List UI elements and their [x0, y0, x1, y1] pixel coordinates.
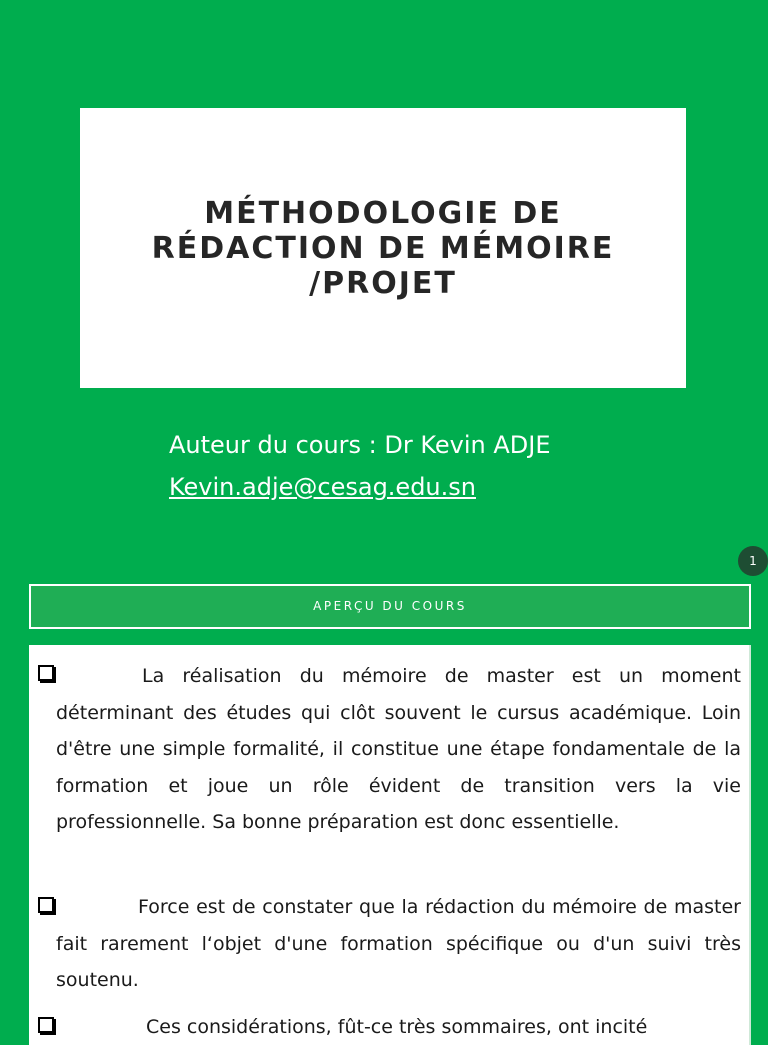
page-number-badge: 1 — [738, 546, 768, 576]
paragraph-3: Ces considérations, fût-ce très sommaires, ont incité — [146, 1016, 648, 1038]
author-line: Auteur du cours : Dr Kevin ADJE — [169, 431, 551, 459]
title-card — [80, 108, 686, 388]
section-header: APERÇU DU COURS — [29, 584, 751, 629]
paragraph-2: Force est de constater que la rédaction du mémoire de master fait rarement l‘objet d'une formation spécifique ou d'un suivi très soutenu. — [56, 896, 741, 991]
checkbox-bullet-icon — [38, 1017, 54, 1033]
checkbox-bullet-icon — [38, 665, 54, 681]
paragraph-1: La réalisation du mémoire de master est un moment déterminant des études qui clôt souvent le cursus académique. Loin d'être une simple formalité, il constitue une étape fondamentale de la formation et joue un rôle évident de transition vers la vie professionnelle. Sa bonne préparation est donc essentielle. — [56, 665, 741, 833]
checkbox-bullet-icon — [38, 897, 54, 913]
content-panel — [29, 645, 751, 1045]
author-email-link[interactable]: Kevin.adje@cesag.edu.sn — [169, 473, 476, 501]
document-title: MÉTHODOLOGIE DE RÉDACTION DE MÉMOIRE /PROJET — [151, 195, 615, 301]
